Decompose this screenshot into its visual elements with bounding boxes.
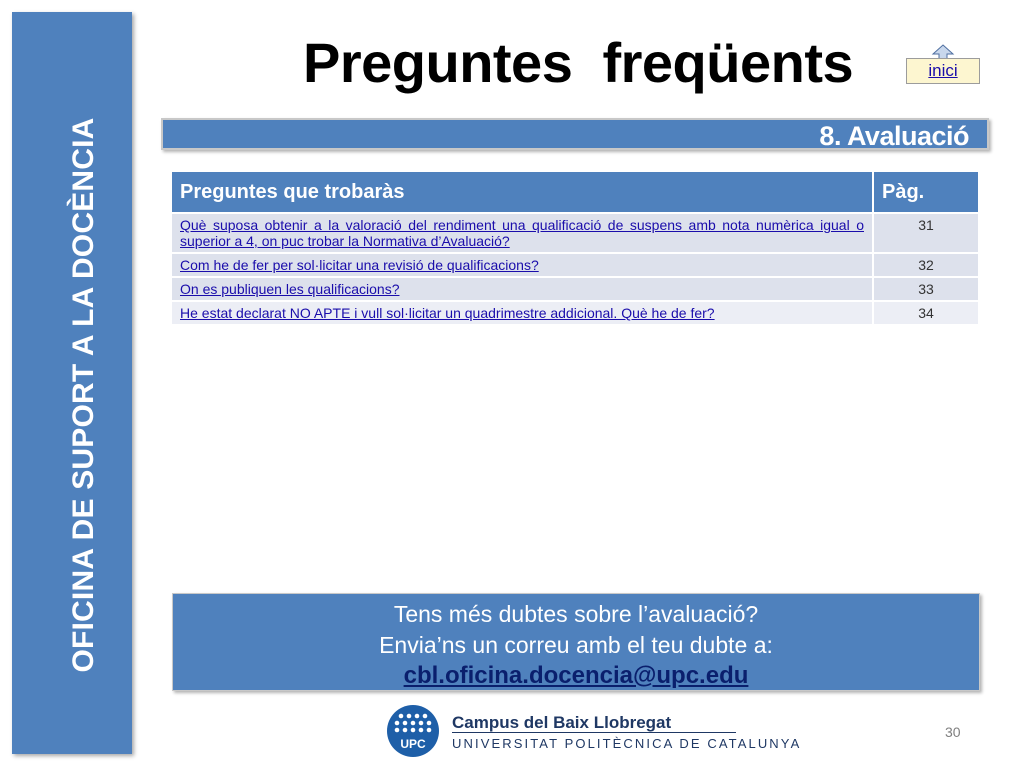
- table-row: [172, 214, 978, 254]
- table-row: [172, 302, 978, 326]
- section-header: [161, 118, 989, 150]
- page-cell: 34: [874, 302, 978, 326]
- faq-table: [172, 172, 978, 326]
- question-cell: [172, 254, 874, 278]
- section-title: 8. Avaluació: [819, 121, 969, 151]
- question-link[interactable]: Com he de fer per sol·licitar una revisió de qualificacions?: [180, 257, 539, 273]
- home-button[interactable]: [906, 58, 980, 84]
- contact-box: [172, 593, 980, 691]
- question-link[interactable]: He estat declarat NO APTE i vull sol·licitar un quadrimestre addicional. Què he de fer?: [180, 305, 715, 321]
- question-link[interactable]: On es publiquen les qualificacions?: [180, 281, 400, 297]
- logo-text: UPC: [400, 737, 426, 751]
- upc-logo-icon: [387, 705, 439, 757]
- question-link[interactable]: Què suposa obtenir a la valoració del rendiment una qualificació de suspens amb nota numèrica igual o superior a 4, on puc trobar la Normativa d’Avaluació?: [180, 217, 864, 249]
- contact-email-link[interactable]: cbl.oficina.docencia@upc.edu: [403, 662, 749, 689]
- home-link[interactable]: inici: [928, 61, 958, 80]
- university-name: UNIVERSITAT POLITÈCNICA DE CATALUNYA: [452, 736, 802, 751]
- question-cell: [172, 214, 874, 254]
- column-header-page: Pàg.: [874, 172, 978, 214]
- contact-instruction: Envia’ns un correu amb el teu dubte a:: [379, 632, 773, 658]
- page-cell: 32: [874, 254, 978, 278]
- campus-name: Campus del Baix Llobregat: [452, 713, 672, 732]
- table-row: [172, 254, 978, 278]
- contact-question: Tens més dubtes sobre l’avaluació?: [393, 601, 759, 627]
- table-row: [172, 278, 978, 302]
- question-cell: [172, 302, 874, 326]
- page-number: 30: [945, 724, 961, 740]
- question-cell: [172, 278, 874, 302]
- column-header-questions: Preguntes que trobaràs: [172, 172, 874, 214]
- page-cell: 33: [874, 278, 978, 302]
- logo-divider: [452, 732, 736, 733]
- sidebar-panel: [12, 12, 132, 754]
- table-header-row: [172, 172, 978, 214]
- sidebar-label: OFICINA DE SUPORT A LA DOCÈNCIA: [67, 117, 100, 673]
- page-cell: 31: [874, 214, 978, 254]
- page-title: Preguntes freqüents: [303, 31, 854, 94]
